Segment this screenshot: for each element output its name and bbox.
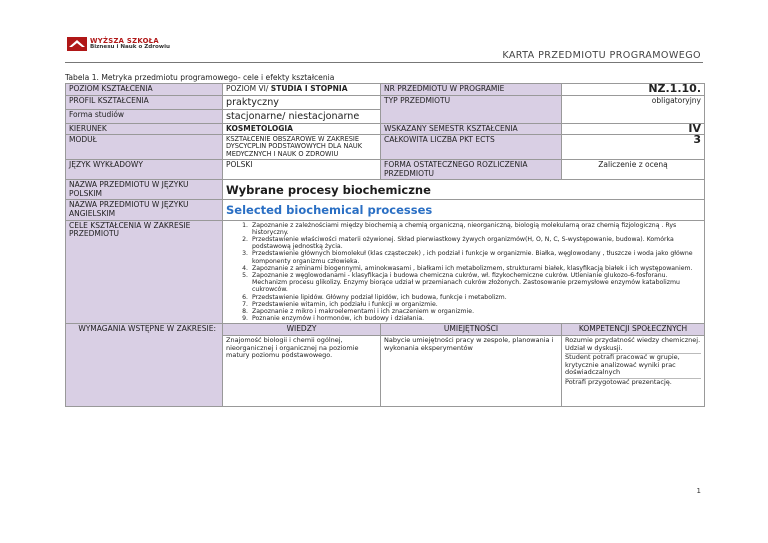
poziom-value-degree: STUDIA I STOPNIA [270, 84, 348, 93]
forma-rozliczenia-value: Zaliczenie z oceną [562, 160, 705, 180]
table-caption: Tabela 1. Metryka przedmiotu programowego- cele i efekty kształcenia [65, 73, 335, 82]
poziom-label: POZIOM KSZTAŁCENIA [66, 84, 223, 96]
table-row [66, 180, 705, 200]
kompetencji-item: Potrafi przygotować prezentację. [565, 378, 672, 387]
goals-list [226, 222, 701, 323]
kompetencji-cell [562, 336, 705, 407]
school-logo-text [90, 38, 170, 50]
logo-line-2: Biznesu i Nauk o Zdrowiu [90, 44, 170, 50]
table-row [66, 324, 705, 336]
list-item: 6. Przedstawienie lipidów. Główny podział lipidów, ich budowa, funkcje i metabolizm. [250, 294, 701, 301]
profil-label: PROFIL KSZTAŁCENIA [66, 95, 223, 109]
kompetencji-item: Student potrafi pracować w grupie, krytycznie analizować wyniki prac doświadczalnych [565, 354, 701, 379]
list-item: 1. Zapoznanie z zależnościami między biochemią a chemią organiczną, nieorganiczną, biologią molekularną oraz chemią fizjologiczną . Rys historyczny. [250, 222, 701, 236]
forma-studiow-value: stacjonarne/ niestacjonarne [223, 109, 381, 123]
table-row [66, 135, 705, 160]
kierunek-value: KOSMETOLOGIA [223, 123, 381, 135]
nr-przedmiotu-value: NZ.1.10. [562, 84, 705, 96]
forma-studiow-label: Forma studiów [66, 109, 223, 123]
school-logo-icon [67, 37, 87, 51]
kompetencji-item: Rozumie przydatność wiedzy chemicznej. Udział w dyskusji. [565, 337, 701, 354]
kierunek-label: KIERUNEK [66, 123, 223, 135]
cele-label: CELE KSZTAŁCENIA W ZAKRESIE PRZEDMIOTU [66, 220, 223, 324]
course-metadata-table [65, 83, 705, 407]
forma-rozliczenia-label: FORMA OSTATECZNEGO ROZLICZENIA PRZEDMIOTU [381, 160, 562, 180]
jezyk-value: POLSKI [223, 160, 381, 180]
semestr-value: IV [562, 123, 705, 135]
wymagania-label: WYMAGANIA WSTĘPNE W ZAKRESIE: [66, 324, 223, 407]
list-item: 9. Poznanie enzymów i hormonów, ich budowy i działania. [250, 315, 701, 322]
table-row [66, 160, 705, 180]
nazwa-pl-label: NAZWA PRZEDMIOTU W JĘZYKU POLSKIM [66, 180, 223, 200]
wiedzy-text: Znajomość biologii i chemii ogólnej, nieorganicznej i organicznej na poziomie matury poziomu podstawowego. [223, 336, 381, 407]
nazwa-en-value: Selected biochemical processes [223, 200, 705, 220]
list-item: 5. Zapoznanie z węglowodanami - klasyfikacja i budowa chemiczna cukrów, wł. fizykochemiczne cukrów. Utlenianie glukozo-6-fosforanu. Mechanizm procesu glikolizy. Enzymy biorące udział w przemianach cukrów złożonych. Zastosowanie przemysłowe enzymów katabolizmu cukrowców. [250, 272, 701, 294]
table-row [66, 200, 705, 220]
poziom-value [223, 84, 381, 96]
umiejetnosci-header: UMIEJĘTNOŚCI [381, 324, 562, 336]
list-item: 8. Zapoznanie z mikro i makroelementami i ich znaczeniem w organizmie. [250, 308, 701, 315]
modul-label: MODUŁ [66, 135, 223, 160]
profil-value: praktyczny [223, 95, 381, 109]
nazwa-en-label: NAZWA PRZEDMIOTU W JĘZYKU ANGIELSKIM [66, 200, 223, 220]
page-number: 1 [696, 487, 701, 495]
school-logo [67, 37, 170, 51]
list-item: 4. Zapoznanie z aminami biogennymi, aminokwasami , białkami ich metabolizmem, strukturami białek, klasyfikacją białek i ich występowaniem. [250, 265, 701, 272]
nr-przedmiotu-label: NR PRZEDMIOTU W PROGRAMIE [381, 84, 562, 96]
logo-line-1: WYŻSZA SZKOŁA [90, 37, 159, 45]
semestr-label: WSKAZANY SEMESTR KSZTAŁCENIA [381, 123, 562, 135]
kompetencji-header: KOMPETENCJI SPOŁECZNYCH [562, 324, 705, 336]
wiedzy-header: WIEDZY [223, 324, 381, 336]
list-item: 3. Przedstawienie głównych biomolekuł (klas cząsteczek) , ich podział i funkcje w organizmie. Białka, węglowodany , tłuszcze i woda jako główne komponenty organizmu człowieka. [250, 250, 701, 264]
list-item: 2. Przedstawienie właściwości materii ożywionej. Skład pierwiastkowy żywych organizmów(H, O, N, C, S-występowanie, budowa). Komórka podstawową jednostką życia. [250, 236, 701, 250]
typ-przedmiotu-value: obligatoryjny [562, 95, 705, 123]
table-row [66, 95, 705, 109]
document-title: KARTA PRZEDMIOTU PROGRAMOWEGO [502, 50, 701, 61]
umiejetnosci-text: Nabycie umiejętności pracy w zespole, planowania i wykonania eksperymentów [381, 336, 562, 407]
jezyk-label: JĘZYK WYKŁADOWY [66, 160, 223, 180]
cele-list-cell [223, 220, 705, 324]
poziom-value-level: POZIOM VI/ [226, 84, 271, 93]
table-row [66, 84, 705, 96]
nazwa-pl-value: Wybrane procesy biochemiczne [223, 180, 705, 200]
table-row [66, 123, 705, 135]
table-row [66, 220, 705, 324]
ects-value: 3 [562, 135, 705, 160]
list-item: 7. Przedstawienie witamin, ich podziału i funkcji w organizmie. [250, 301, 701, 308]
header-divider [65, 62, 703, 63]
ects-label: CAŁKOWITA LICZBA PKT ECTS [381, 135, 562, 160]
modul-value: KSZTAŁCENIE OBSZAROWE W ZAKRESIE DYSCYCPLIN PODSTAWOWYCH DLA NAUK MEDYCZNYCH I NAUK O ZDROWIU [223, 135, 381, 160]
typ-przedmiotu-label: TYP PRZEDMIOTU [381, 95, 562, 123]
